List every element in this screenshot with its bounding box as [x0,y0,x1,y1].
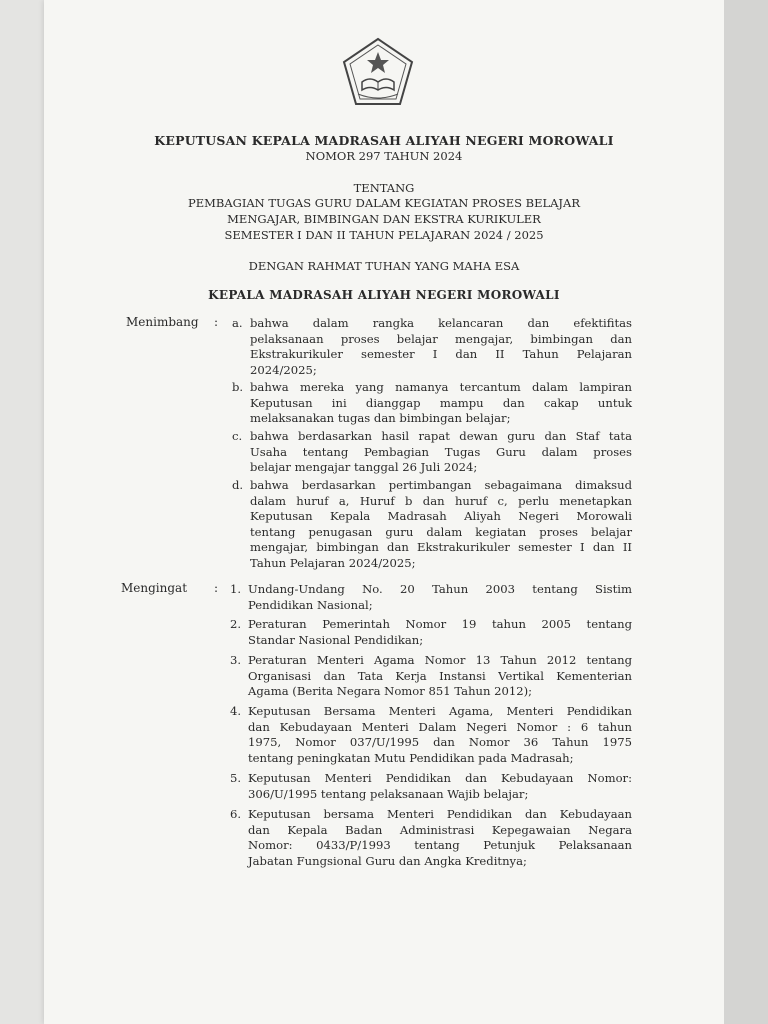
item-line: Keputusan Menteri Pendidikan dan Kebudayaan Nomor: [248,771,632,785]
item-number: 1. [230,582,242,596]
decree-number: NOMOR 297 TAHUN 2024 [305,149,463,163]
item-line: bahwa mereka yang namanya tercantum dalam lampiran [250,380,632,394]
menimbang-colon: : [214,315,219,329]
item-number: b. [232,380,244,394]
item-line: Ekstrakurikuler semester I dan II Tahun Pelajaran [250,347,632,362]
decree-subject-line-2: MENGAJAR, BIMBINGAN DAN EKSTRA KURIKULER [227,212,541,226]
decree-subject-line-3: SEMESTER I DAN II TAHUN PELAJARAN 2024 / 2025 [224,228,544,242]
item-number: 2. [230,617,242,631]
item-line: Nomor: 0433/P/1993 tentang Petunjuk Pelaksanaan [248,838,632,853]
item-line: bahwa berdasarkan pertimbangan sebagaimana dimaksud [250,478,632,492]
item-number: 5. [230,771,242,785]
item-line: tentang penugasan guru dalam kegiatan proses belajar [250,524,632,539]
item-line: bahwa dalam rangka kelancaran dan efektifitas [250,316,632,330]
item-line: Undang-Undang No. 20 Tahun 2003 tentang Sistim [248,582,632,596]
item-line: dan Kebudayaan Menteri Dalam Negeri Nomor : 6 tahun [248,719,632,734]
item-line: Keputusan Kepala Madrasah Aliyah Negeri Morowali [250,509,632,524]
item-line: Keputusan Bersama Menteri Agama, Menteri Pendidikan [248,704,632,718]
authority-line: KEPALA MADRASAH ALIYAH NEGERI MOROWALI [208,288,560,302]
menimbang-label: Menimbang [126,315,199,329]
decree-title: KEPUTUSAN KEPALA MADRASAH ALIYAH NEGERI MOROWALI [154,133,614,148]
item-line: tentang peningkatan Mutu Pendidikan pada Madrasah; [248,750,574,765]
mengingat-label: Mengingat [121,581,188,595]
item-number: c. [232,429,243,443]
item-number: d. [232,478,244,492]
item-line: melaksanakan tugas dan bimbingan belajar; [250,411,511,426]
item-line: Usaha tentang Pembagian Tugas Guru dalam proses [250,444,632,459]
decree-subject-line-1: PEMBAGIAN TUGAS GURU DALAM KEGIATAN PROSES BELAJAR [187,196,581,210]
item-line: 2024/2025; [250,362,317,377]
item-line: 1975, Nomor 037/U/1995 dan Nomor 36 Tahun 1975 [248,735,632,750]
decree-about: TENTANG [353,181,415,195]
item-number: 3. [230,653,242,667]
item-line: Standar Nasional Pendidikan; [248,632,424,647]
item-line: mengajar, bimbingan dan Ekstrakurikuler semester I dan II [250,540,632,555]
item-line: 306/U/1995 tentang pelaksanaan Wajib belajar; [248,786,529,801]
item-line: Peraturan Pemerintah Nomor 19 tahun 2005 tentang [248,617,632,631]
item-line: Peraturan Menteri Agama Nomor 13 Tahun 2012 tentang [248,653,632,667]
item-line: dan Kepala Badan Administrasi Kepegawaian Negara [248,822,632,837]
item-number: 4. [230,704,242,718]
item-line: belajar mengajar tanggal 26 Juli 2024; [250,460,478,475]
item-line: Organisasi dan Tata Kerja Instansi Vertikal Kementerian [248,668,632,683]
item-line: bahwa berdasarkan hasil rapat dewan guru dan Staf tata [250,429,632,443]
item-number: a. [232,316,243,330]
item-number: 6. [230,807,242,821]
item-line: Keputusan ini dianggap mampu dan cakap untuk [250,395,632,410]
item-line: Jabatan Fungsional Guru dan Angka Kreditnya; [248,853,527,868]
item-line: Tahun Pelajaran 2024/2025; [250,555,416,570]
item-line: pelaksanaan proses belajar mengajar, bimbingan dan [250,331,632,346]
item-line: dalam huruf a, Huruf b dan huruf c, perlu menetapkan [250,493,632,508]
item-line: Keputusan bersama Menteri Pendidikan dan Kebudayaan [248,807,632,821]
item-line: Agama (Berita Negara Nomor 851 Tahun 2012); [248,684,533,699]
blessing-line: DENGAN RAHMAT TUHAN YANG MAHA ESA [248,259,520,273]
mengingat-colon: : [214,581,219,595]
item-line: Pendidikan Nasional; [248,597,373,612]
ministry-emblem-icon [340,36,416,108]
